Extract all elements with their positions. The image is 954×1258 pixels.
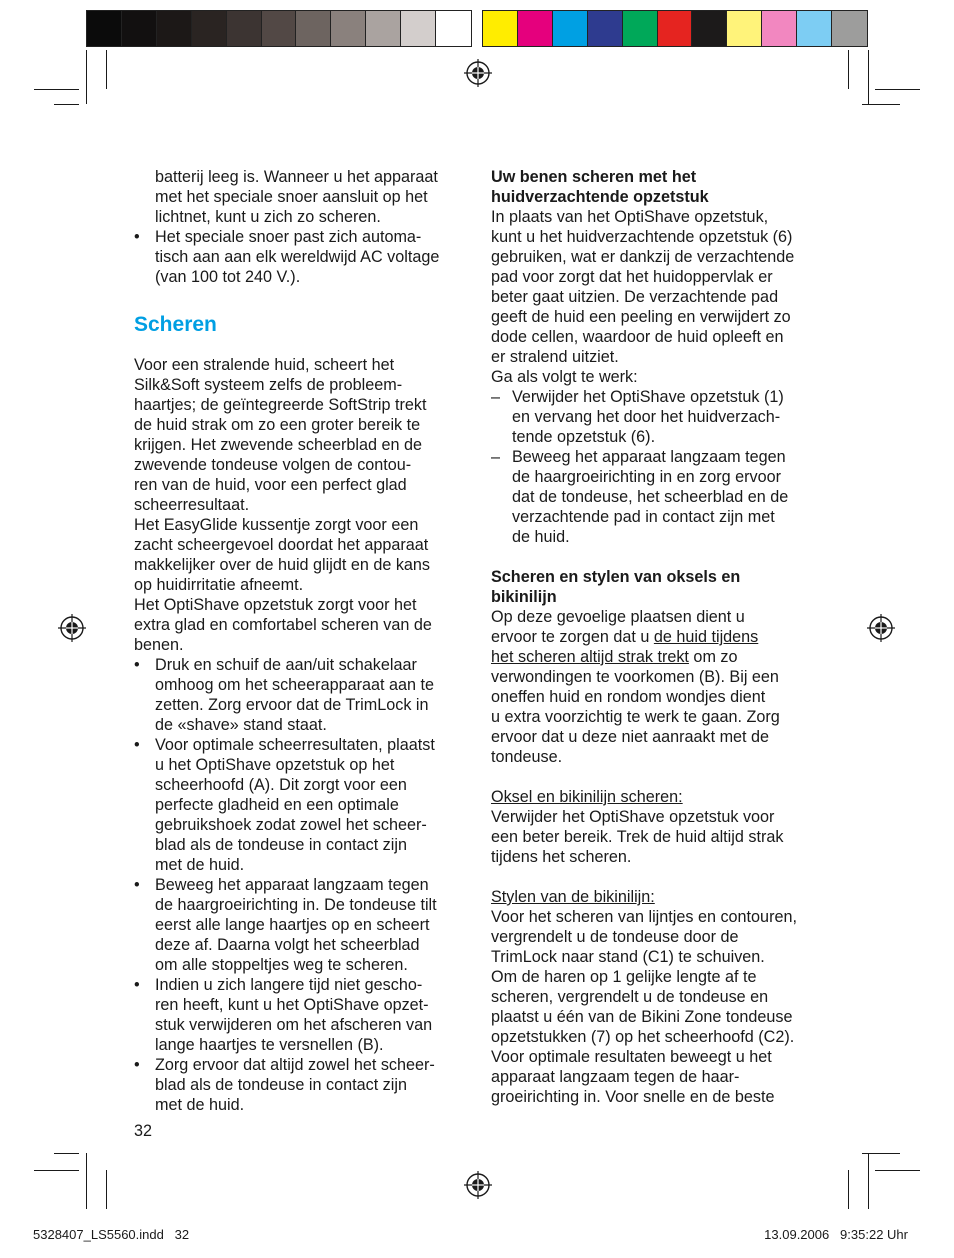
text-line: apparaat langzaam tegen de haar- [491, 1068, 740, 1086]
gray-swatch [157, 11, 192, 46]
text-line: tondeuse. [491, 748, 563, 766]
text-line: met het speciale snoer aansluit op het [155, 188, 428, 206]
text-line: haartjes; de geïntegreerde SoftStrip trekt [134, 396, 427, 414]
process-swatch [623, 11, 658, 46]
gray-swatch [296, 11, 331, 46]
text-line: vergrendelt u de tondeuse door de [491, 928, 739, 946]
process-swatch [797, 11, 832, 46]
text-line: u het OptiShave opzetstuk op het [155, 756, 395, 774]
list-item [491, 447, 831, 547]
dash-marker: – [491, 388, 501, 406]
gray-swatch [227, 11, 262, 46]
text-line: tende opzetstuk (6). [512, 428, 656, 446]
process-swatch [658, 11, 693, 46]
subsection-heading: Uw benen scheren met het [491, 168, 697, 186]
text-line: Voor het scheren van lijntjes en contouren, [491, 908, 797, 926]
text-line: gebruiken, wat er dankzij de verzachtende [491, 248, 795, 266]
crop-mark [106, 50, 107, 89]
bullet-marker: • [134, 876, 140, 894]
bullet-marker: • [134, 228, 140, 246]
text-line: kunt u het huidverzachtende opzetstuk (6) [491, 228, 793, 246]
text-line: verwondingen te voorkomen (B). Bij een [491, 668, 779, 686]
list-item [134, 1055, 474, 1115]
gray-ramp-colorbar [86, 10, 472, 47]
text-line: stuk verwijderen om het afscheren van [155, 1016, 433, 1034]
text-line: u extra voorzichtig te werk te gaan. Zorg [491, 708, 780, 726]
text-line: Beweeg het apparaat langzaam tegen [155, 876, 429, 894]
crop-mark [875, 1170, 920, 1171]
crop-mark [848, 1170, 849, 1209]
text-line: een beter bereik. Trek de huid altijd strak [491, 828, 784, 846]
bullet-marker: • [134, 1056, 140, 1074]
underlined-subheading: Stylen van de bikinilijn: [491, 888, 655, 906]
text-line [491, 627, 831, 647]
bullet-marker: • [134, 736, 140, 754]
text-line: de huid. [512, 528, 570, 546]
left-column [134, 167, 474, 1141]
registration-mark-icon [57, 613, 87, 643]
crop-mark [86, 1153, 87, 1209]
text-line: Silk&Soft systeem zelfs de probleem- [134, 376, 403, 394]
gray-swatch [331, 11, 366, 46]
underlined-text: het scheren altijd strak trekt [491, 648, 689, 666]
crop-mark [86, 50, 87, 104]
footer-timestamp: 13.09.2006 9:35:22 Uhr [764, 1227, 908, 1242]
footer-filename: 5328407_LS5560.indd 32 [33, 1227, 190, 1242]
list-item [134, 875, 474, 975]
gray-swatch [192, 11, 227, 46]
text-line: tijdens het scheren. [491, 848, 632, 866]
text-line: Op deze gevoelige plaatsen dient u [491, 608, 745, 626]
list-item [134, 655, 474, 735]
text-line: Voor optimale scheerresultaten, plaatst [155, 736, 435, 754]
gray-swatch [122, 11, 157, 46]
section-heading: Scheren [134, 313, 217, 336]
text-line: batterij leeg is. Wanneer u het apparaat [155, 168, 438, 186]
text-line: scheren, vergrendelt u de tondeuse en [491, 988, 769, 1006]
crop-mark [862, 104, 900, 105]
crop-mark [868, 50, 869, 104]
registration-mark-icon [463, 1170, 493, 1200]
text-line: deze af. Daarna volgt het scheerblad [155, 936, 420, 954]
crop-mark [848, 50, 849, 89]
bullet-marker: • [134, 656, 140, 674]
text-line: en vervang het door het huidverzach- [512, 408, 781, 426]
text-line: lichtnet, kunt u zich zo scheren. [155, 208, 381, 226]
right-column [491, 167, 831, 1107]
process-swatch [727, 11, 762, 46]
text-line: ren van de huid, voor een perfect glad [134, 476, 407, 494]
text-line: Het speciale snoer past zich automa- [155, 228, 422, 246]
crop-mark [54, 104, 79, 105]
underlined-text: de huid tijdens [653, 628, 759, 646]
text-line: de haargroeirichting in. De tondeuse tilt [155, 896, 437, 914]
text-line: (van 100 tot 240 V.). [155, 268, 301, 286]
text-line [491, 647, 831, 667]
text-line: Indien u zich langere tijd niet gescho- [155, 976, 423, 994]
gray-swatch [366, 11, 401, 46]
text-line: scheerresultaat. [134, 496, 250, 514]
text-line: eerst alle lange haartjes op en scheert [155, 916, 430, 934]
crop-mark [34, 1170, 79, 1171]
text-run: ervoor te zorgen dat u [491, 628, 654, 646]
text-line: plaatst u één van de Bikini Zone tondeuse [491, 1008, 793, 1026]
text-line: Druk en schuif de aan/uit schakelaar [155, 656, 417, 674]
text-run: om zo [688, 648, 738, 666]
text-line: zwevende tondeuse volgen de contou- [134, 456, 412, 474]
text-line: Verwijder het OptiShave opzetstuk (1) [512, 388, 784, 406]
text-line: lange haartjes te versnellen (B). [155, 1036, 384, 1054]
underlined-subheading: Oksel en bikinilijn scheren: [491, 788, 683, 806]
text-line: ervoor dat u deze niet aanraakt met de [491, 728, 770, 746]
text-line: Zorg ervoor dat altijd zowel het scheer- [155, 1056, 435, 1074]
process-swatch [762, 11, 797, 46]
list-item [134, 227, 474, 287]
text-line: perfecte gladheid en een optimale [155, 796, 399, 814]
process-swatch [832, 11, 867, 46]
registration-mark-icon [866, 613, 896, 643]
text-line: Om de haren op 1 gelijke lengte af te [491, 968, 757, 986]
text-line: Het EasyGlide kussentje zorgt voor een [134, 516, 419, 534]
text-line: extra glad en comfortabel scheren van de [134, 616, 432, 634]
text-line: scheerhoofd (A). Dit zorgt voor een [155, 776, 407, 794]
process-swatch [692, 11, 727, 46]
text-line: beter gaat uitzien. De verzachtende pad [491, 288, 779, 306]
text-line: In plaats van het OptiShave opzetstuk, [491, 208, 769, 226]
crop-mark [875, 89, 920, 90]
text-line: tisch aan aan elk wereldwijd AC voltage [155, 248, 440, 266]
text-line: Ga als volgt te werk: [491, 368, 638, 386]
text-line: verzachtende pad in contact zijn met [512, 508, 775, 526]
text-line: de huid strak om zo een groter bereik te [134, 416, 421, 434]
text-line: om alle stoppeltjes weg te scheren. [155, 956, 408, 974]
text-line: blad als de tondeuse in contact zijn [155, 1076, 407, 1094]
text-line: blad als de tondeuse in contact zijn [155, 836, 407, 854]
bullet-marker: • [134, 976, 140, 994]
dash-marker: – [491, 448, 501, 466]
text-line: Beweeg het apparaat langzaam tegen [512, 448, 786, 466]
text-line: benen. [134, 636, 184, 654]
text-line: op huidirritatie afneemt. [134, 576, 304, 594]
text-line: Verwijder het OptiShave opzetstuk voor [491, 808, 775, 826]
text-line: zetten. Zorg ervoor dat de TrimLock in [155, 696, 429, 714]
process-swatch [553, 11, 588, 46]
registration-mark-icon [463, 58, 493, 88]
text-line: pad voor zorgt dat het huidoppervlak er [491, 268, 773, 286]
text-line: opzetstukken (7) op het scheerhoofd (C2). [491, 1028, 795, 1046]
text-line: zacht scheergevoel doordat het apparaat [134, 536, 429, 554]
process-swatch [588, 11, 623, 46]
process-colorbar [482, 10, 868, 47]
text-line: Voor optimale resultaten beweegt u het [491, 1048, 772, 1066]
text-line: makkelijker over de huid glijdt en de kans [134, 556, 431, 574]
text-line: oneffen huid en rondom wondjes dient [491, 688, 766, 706]
text-line: de «shave» stand staat. [155, 716, 327, 734]
subsection-heading: Scheren en stylen van oksels en [491, 568, 741, 586]
subsection-heading: bikinilijn [491, 588, 557, 606]
text-line: krijgen. Het zwevende scheerblad en de [134, 436, 422, 454]
text-line: met de huid. [155, 856, 245, 874]
text-line: TrimLock naar stand (C1) te schuiven. [491, 948, 765, 966]
process-swatch [483, 11, 518, 46]
gray-swatch [401, 11, 436, 46]
page-number: 32 [134, 1122, 153, 1140]
text-line: er stralend uitziet. [491, 348, 619, 366]
list-item [134, 975, 474, 1055]
process-swatch [518, 11, 553, 46]
crop-mark [868, 1153, 869, 1209]
subsection-heading: huidverzachtende opzetstuk [491, 188, 709, 206]
text-line: gebruikshoek zodat zowel het scheer- [155, 816, 427, 834]
text-line: Het OptiShave opzetstuk zorgt voor het [134, 596, 417, 614]
text-line: Voor een stralende huid, scheert het [134, 356, 395, 374]
crop-mark [106, 1170, 107, 1209]
list-item [491, 387, 831, 447]
gray-swatch [262, 11, 297, 46]
crop-mark [34, 89, 79, 90]
text-line: dat de tondeuse, het scheerblad en de [512, 488, 789, 506]
text-line: dode cellen, waardoor de huid opleeft en [491, 328, 784, 346]
text-line: ren heeft, kunt u het OptiShave opzet- [155, 996, 429, 1014]
text-line: de haargroeirichting in en zorg ervoor [512, 468, 782, 486]
crop-mark [54, 1153, 79, 1154]
text-line: omhoog om het scheerapparaat aan te [155, 676, 434, 694]
gray-swatch [436, 11, 471, 46]
text-line: geeft de huid een peeling en verwijdert zo [491, 308, 791, 326]
text-line: groeirichting in. Voor snelle en de beste [491, 1088, 775, 1106]
gray-swatch [87, 11, 122, 46]
intro-paragraph [134, 167, 474, 227]
list-item [134, 735, 474, 875]
text-line: met de huid. [155, 1096, 245, 1114]
